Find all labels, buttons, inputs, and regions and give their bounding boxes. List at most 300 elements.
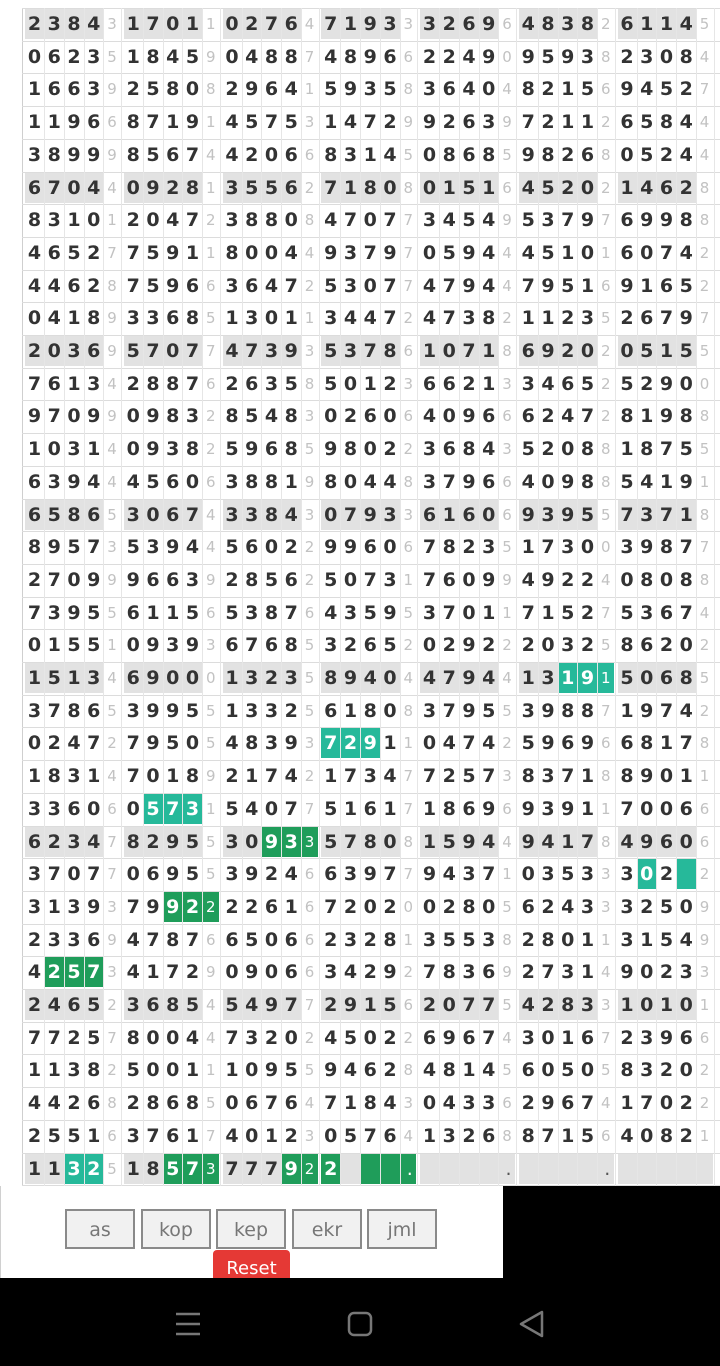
separator-digit: 6 [205, 472, 216, 491]
digit-cell: 7 [679, 601, 693, 624]
separator-digit: 6 [205, 276, 216, 295]
digit-cell: 3 [343, 863, 358, 886]
digit-cell: 8 [163, 990, 182, 1020]
digit-cell: 1 [420, 827, 439, 857]
digit-cell: 9 [163, 827, 182, 857]
digit-cell: 4 [47, 1092, 61, 1115]
digit-cell: 7 [242, 1154, 261, 1184]
digit-cell: 6 [67, 797, 81, 820]
digit-cell: 3 [185, 568, 200, 591]
digit-cell: 9 [521, 797, 535, 820]
digit-cell: 6 [422, 372, 437, 395]
separator-digit: 2 [699, 1094, 710, 1113]
digit-cell: 7 [245, 634, 259, 657]
separator-digit: 5 [205, 734, 216, 753]
digit-cell: 1 [580, 274, 595, 297]
separator-digit: 4 [205, 538, 216, 557]
digit-cell: 7 [87, 732, 101, 755]
digit-cell: 8 [361, 827, 380, 857]
digit-cell: 5 [45, 500, 64, 530]
digit-cell: 2 [363, 961, 377, 984]
digit-cell: 1 [67, 209, 81, 232]
digit-cell: 9 [482, 568, 496, 591]
separator-digit: 3 [107, 897, 117, 916]
digit-cell: 0 [284, 1026, 298, 1049]
digit-cell: 6 [166, 568, 180, 591]
digit-cell: 0 [561, 438, 575, 461]
separator-digit: 3 [600, 897, 611, 916]
digit-cell: 5 [580, 372, 595, 395]
digit-cell: 4 [422, 1059, 437, 1082]
digit-cell: 0 [264, 241, 279, 264]
digit-cell: 7 [363, 1124, 377, 1147]
digit-cell: 0 [640, 961, 654, 984]
digit-cell: 1 [124, 9, 143, 39]
digit-cell: 0 [223, 9, 242, 39]
empty-cell [558, 1154, 577, 1184]
digit-cell: 5 [381, 990, 400, 1020]
digit-cell: 4 [324, 601, 338, 624]
separator-digit: 4 [600, 963, 611, 982]
digit-cell: 4 [225, 1124, 239, 1147]
digit-cell: 2 [659, 634, 674, 657]
digit-cell: 3 [225, 863, 239, 886]
digit-cell: 9 [580, 732, 595, 755]
separator-digit: 3 [304, 342, 315, 360]
digit-cell: 9 [341, 990, 360, 1020]
digit-cell: 1 [343, 699, 358, 722]
digit-cell: 6 [163, 500, 182, 530]
menu-icon[interactable] [168, 1304, 208, 1344]
digit-cell: 8 [225, 241, 239, 264]
digit-cell: 3 [580, 45, 595, 68]
grid-column-divider [319, 8, 320, 1186]
digit-cell: 3 [541, 863, 555, 886]
digit-cell: 4 [482, 732, 496, 755]
digit-cell: 3 [27, 797, 42, 820]
digit-cell: 9 [282, 1154, 301, 1184]
digit-cell: 1 [343, 1092, 358, 1115]
separator-digit: 9 [107, 570, 117, 589]
digit-cell: 4 [383, 470, 397, 493]
separator-digit: 4 [699, 603, 710, 622]
digit-cell: 2 [324, 928, 338, 951]
digit-cell: 5 [462, 209, 476, 232]
digit-cell: 5 [67, 241, 81, 264]
dark-area [503, 1186, 720, 1278]
digit-cell: 5 [87, 1026, 101, 1049]
digit-cell: 9 [87, 568, 101, 591]
digit-cell: 6 [84, 336, 103, 366]
digit-cell: 9 [27, 405, 42, 428]
digit-cell: 1 [245, 765, 259, 788]
digit-cell: 5 [45, 663, 64, 693]
digit-cell: 1 [47, 895, 61, 918]
digit-cell: 2 [383, 111, 397, 134]
digit-cell: 3 [620, 536, 634, 559]
digit-cell: 8 [166, 78, 180, 101]
digit-cell: 5 [343, 1026, 358, 1049]
digit-cell: 0 [363, 1026, 377, 1049]
grid-column-divider [84, 8, 85, 1186]
digit-cell: 5 [521, 438, 535, 461]
jml-button[interactable]: jml [367, 1209, 437, 1249]
separator-digit: 8 [699, 505, 710, 524]
separator-digit: 8 [403, 701, 414, 720]
digit-cell: 8 [47, 143, 61, 166]
separator-digit: 5 [502, 145, 512, 164]
digit-cell: 1 [25, 663, 44, 693]
digit-cell: 8 [620, 634, 634, 657]
digit-cell: 5 [225, 536, 239, 559]
digit-cell: 8 [442, 961, 456, 984]
digit-cell: 9 [521, 143, 535, 166]
digit-cell: 8 [321, 663, 340, 693]
home-square-icon[interactable] [340, 1304, 380, 1344]
digit-cell: 0 [47, 438, 61, 461]
digit-cell: 4 [27, 961, 42, 984]
digit-cell: 6 [47, 372, 61, 395]
grid-column-divider [360, 8, 361, 1186]
separator-digit: 6 [304, 865, 315, 884]
digit-cell: 9 [264, 1059, 279, 1082]
digit-cell: 8 [620, 405, 634, 428]
digit-cell: 4 [225, 111, 239, 134]
digit-cell: 0 [462, 601, 476, 624]
digit-cell: 1 [223, 663, 242, 693]
digit-cell: 2 [580, 601, 595, 624]
digit-cell: 5 [185, 601, 200, 624]
digit-cell: 9 [561, 797, 575, 820]
digit-cell: 1 [519, 663, 538, 693]
digit-cell [677, 859, 696, 889]
digit-cell: 5 [262, 173, 281, 203]
digit-cell: 2 [561, 568, 575, 591]
digit-cell: 7 [225, 1026, 239, 1049]
digit-cell: 3 [422, 78, 437, 101]
digit-cell: 2 [264, 863, 279, 886]
digit-cell: 1 [27, 1059, 42, 1082]
digit-cell: 9 [482, 797, 496, 820]
separator-digit: 8 [600, 440, 611, 459]
digit-cell: 3 [640, 45, 654, 68]
digit-cell: 8 [442, 143, 456, 166]
separator-digit: 9 [107, 930, 117, 949]
separator-digit: 2 [502, 636, 512, 655]
separator-digit: 6 [403, 342, 414, 360]
digit-cell: 5 [324, 78, 338, 101]
digit-cell: 2 [620, 1026, 634, 1049]
digit-cell: 4 [47, 274, 61, 297]
digit-cell: 7 [442, 699, 456, 722]
digit-cell: 7 [383, 209, 397, 232]
digit-cell: 8 [126, 1026, 140, 1049]
digit-cell: 9 [462, 405, 476, 428]
digit-cell: 8 [343, 45, 358, 68]
separator-digit: 6 [107, 113, 117, 132]
separator-digit: 6 [699, 832, 710, 851]
digit-cell: 0 [580, 241, 595, 264]
separator-digit: 5 [699, 15, 710, 33]
as-button[interactable]: as [65, 1209, 135, 1249]
separator-digit: 5 [600, 636, 611, 655]
digit-cell: 4 [87, 470, 101, 493]
digit-cell: 9 [422, 111, 437, 134]
digit-cell: 1 [679, 765, 693, 788]
digit-cell: 0 [420, 173, 439, 203]
digit-cell: 4 [166, 209, 180, 232]
digit-cell: 3 [561, 634, 575, 657]
digit-cell: 4 [284, 765, 298, 788]
digit-cell: 1 [558, 663, 577, 693]
digit-cell: 6 [225, 928, 239, 951]
digit-cell: 7 [185, 209, 200, 232]
digit-cell: 0 [541, 634, 555, 657]
separator-digit: 6 [304, 897, 315, 916]
digit-cell: 0 [381, 173, 400, 203]
separator-digit: 4 [304, 1094, 315, 1113]
digit-cell: 6 [442, 372, 456, 395]
separator-digit: 5 [304, 440, 315, 459]
digit-cell: 7 [223, 1154, 242, 1184]
kep-button[interactable]: kep [216, 1209, 286, 1249]
digit-cell: 9 [324, 438, 338, 461]
digit-cell: 9 [185, 111, 200, 134]
digit-cell: 6 [442, 438, 456, 461]
separator-digit: 7 [699, 309, 710, 328]
digit-cell: 2 [640, 372, 654, 395]
digit-cell: 6 [282, 173, 301, 203]
separator-digit: 3 [107, 963, 117, 982]
empty-cell [618, 1154, 637, 1184]
digit-cell: 9 [166, 274, 180, 297]
digit-cell: 8 [679, 405, 693, 428]
digit-cell: 2 [45, 957, 64, 987]
digit-cell: 7 [580, 1092, 595, 1115]
digit-cell: 9 [442, 1026, 456, 1049]
digit-cell: 8 [383, 928, 397, 951]
grid-column-divider [261, 8, 262, 1186]
separator-digit: 2 [600, 374, 611, 393]
digit-cell: 7 [163, 794, 182, 824]
digit-cell: 1 [657, 990, 676, 1020]
digit-cell: 6 [87, 111, 101, 134]
digit-cell: 1 [146, 601, 160, 624]
digit-cell: 9 [541, 568, 555, 591]
digit-cell: 8 [442, 797, 456, 820]
digit-cell: 7 [321, 728, 340, 758]
digit-cell: 9 [361, 9, 380, 39]
separator-digit: 2 [502, 309, 512, 328]
digit-cell: 4 [479, 663, 498, 693]
digit-cell: 1 [440, 500, 459, 530]
digit-cell: 8 [361, 173, 380, 203]
digit-cell: 5 [561, 274, 575, 297]
digit-cell: 0 [126, 405, 140, 428]
digit-cell: 7 [620, 797, 634, 820]
digit-cell: 7 [422, 536, 437, 559]
digit-cell: 9 [462, 699, 476, 722]
digit-cell: 2 [27, 568, 42, 591]
grid-column-divider [340, 8, 341, 1186]
digit-cell: 5 [482, 699, 496, 722]
digit-cell: 4 [521, 241, 535, 264]
digit-cell: 1 [561, 1124, 575, 1147]
digit-cell: 0 [383, 536, 397, 559]
digit-cell: 0 [65, 173, 84, 203]
digit-cell: 7 [541, 1124, 555, 1147]
separator-digit: 3 [304, 407, 315, 426]
digit-cell: 3 [225, 209, 239, 232]
digit-cell: 4 [640, 78, 654, 101]
digit-cell: 9 [282, 336, 301, 366]
separator-digit: 7 [600, 211, 611, 230]
digit-cell: 3 [67, 765, 81, 788]
digit-cell: 3 [87, 45, 101, 68]
separator-digit: 2 [699, 636, 710, 655]
separator-digit: 1 [403, 570, 414, 589]
empty-cell [637, 1154, 656, 1184]
digit-cell: 8 [521, 1124, 535, 1147]
digit-cell: 4 [223, 336, 242, 366]
grid-column-divider [202, 8, 203, 1186]
digit-cell: 3 [580, 863, 595, 886]
digit-cell: 0 [462, 568, 476, 591]
digit-cell: 7 [183, 336, 202, 366]
separator-digit: 2 [205, 211, 216, 230]
digit-cell: 7 [462, 732, 476, 755]
separator-digit: 4 [502, 80, 512, 99]
digit-cell: 2 [343, 634, 358, 657]
digit-cell: 9 [679, 307, 693, 330]
separator-digit: 3 [302, 827, 318, 857]
digit-cell: 6 [580, 143, 595, 166]
back-triangle-icon[interactable] [512, 1304, 552, 1344]
digit-cell: 6 [87, 699, 101, 722]
separator-digit: 4 [304, 243, 315, 262]
digit-cell: 1 [67, 372, 81, 395]
reset-button[interactable]: Reset [213, 1250, 290, 1278]
digit-cell: 9 [185, 634, 200, 657]
separator-digit: 5 [699, 669, 710, 687]
empty-cell [440, 1154, 459, 1184]
digit-cell: 4 [84, 827, 103, 857]
digit-cell: 8 [561, 699, 575, 722]
kop-button[interactable]: kop [141, 1209, 211, 1249]
digit-cell: 3 [166, 438, 180, 461]
digit-cell: 0 [679, 1059, 693, 1082]
separator-digit: 9 [699, 930, 710, 949]
digit-cell: 4 [47, 307, 61, 330]
digit-cell: 4 [539, 827, 558, 857]
digit-cell: 9 [363, 863, 377, 886]
digit-cell: 4 [225, 143, 239, 166]
separator-digit: 5 [107, 1159, 117, 1178]
digit-cell: 7 [126, 732, 140, 755]
separator-digit: 7 [600, 1028, 611, 1047]
digit-cell: 4 [126, 470, 140, 493]
digit-cell: 5 [67, 1124, 81, 1147]
digit-cell: 2 [262, 663, 281, 693]
separator-digit: 6 [502, 1094, 512, 1113]
ekr-button[interactable]: ekr [292, 1209, 362, 1249]
digit-cell: 4 [245, 45, 259, 68]
separator-digit: 4 [502, 243, 512, 262]
digit-cell: 3 [541, 797, 555, 820]
digit-cell: 0 [124, 173, 143, 203]
digit-cell: 3 [343, 143, 358, 166]
digit-cell: 2 [126, 209, 140, 232]
digit-cell: 3 [264, 372, 279, 395]
digit-cell: 9 [245, 78, 259, 101]
separator-digit: 5 [502, 538, 512, 557]
digit-cell: 6 [146, 568, 160, 591]
separator-digit: 5 [403, 145, 414, 164]
separator-digit: 4 [304, 15, 315, 33]
separator-digit: 1 [403, 930, 414, 949]
digit-cell: 7 [659, 241, 674, 264]
digit-cell: 2 [539, 990, 558, 1020]
digit-cell: 7 [482, 1026, 496, 1049]
digit-cell: 2 [383, 438, 397, 461]
digit-cell: 6 [166, 1124, 180, 1147]
digit-cell: 3 [580, 307, 595, 330]
separator-digit: 6 [403, 538, 414, 557]
digit-cell: 0 [284, 209, 298, 232]
separator-digit: 3 [304, 505, 315, 524]
digit-cell: 7 [659, 307, 674, 330]
digit-cell: 3 [47, 797, 61, 820]
digit-cell: 6 [383, 1124, 397, 1147]
digit-cell: 0 [659, 765, 674, 788]
digit-cell: 2 [284, 699, 298, 722]
separator-digit: 9 [107, 342, 117, 360]
digit-cell: 4 [521, 568, 535, 591]
digit-cell: 3 [65, 827, 84, 857]
digit-cell: 6 [25, 173, 44, 203]
separator-digit: 2 [304, 570, 315, 589]
digit-cell: 8 [558, 990, 577, 1020]
separator-digit: 8 [403, 178, 414, 197]
separator-digit: 8 [403, 1061, 414, 1080]
digit-cell: 1 [677, 500, 696, 530]
digit-cell: 3 [541, 209, 555, 232]
digit-cell: 6 [618, 9, 637, 39]
digit-cell: 3 [324, 634, 338, 657]
digit-cell: 3 [420, 9, 439, 39]
digit-cell: 5 [245, 111, 259, 134]
digit-cell: 1 [620, 1092, 634, 1115]
separator-digit: 1 [600, 243, 611, 262]
digit-cell: 3 [620, 895, 634, 918]
digit-cell: 4 [519, 173, 538, 203]
digit-cell: 2 [659, 1059, 674, 1082]
digit-cell: 2 [561, 143, 575, 166]
digit-cell: 4 [482, 241, 496, 264]
digit-cell: 9 [245, 863, 259, 886]
separator-digit: 8 [600, 832, 611, 851]
digit-cell: 7 [264, 1092, 279, 1115]
separator-digit: 6 [304, 930, 315, 949]
digit-cell: 0 [185, 470, 200, 493]
digit-cell: 3 [343, 601, 358, 624]
digit-cell: 9 [482, 45, 496, 68]
empty-cell [519, 1154, 538, 1184]
separator-digit: 3 [502, 440, 512, 459]
digit-cell: 4 [442, 1092, 456, 1115]
digit-cell: 5 [679, 274, 693, 297]
digit-cell: 2 [25, 9, 44, 39]
